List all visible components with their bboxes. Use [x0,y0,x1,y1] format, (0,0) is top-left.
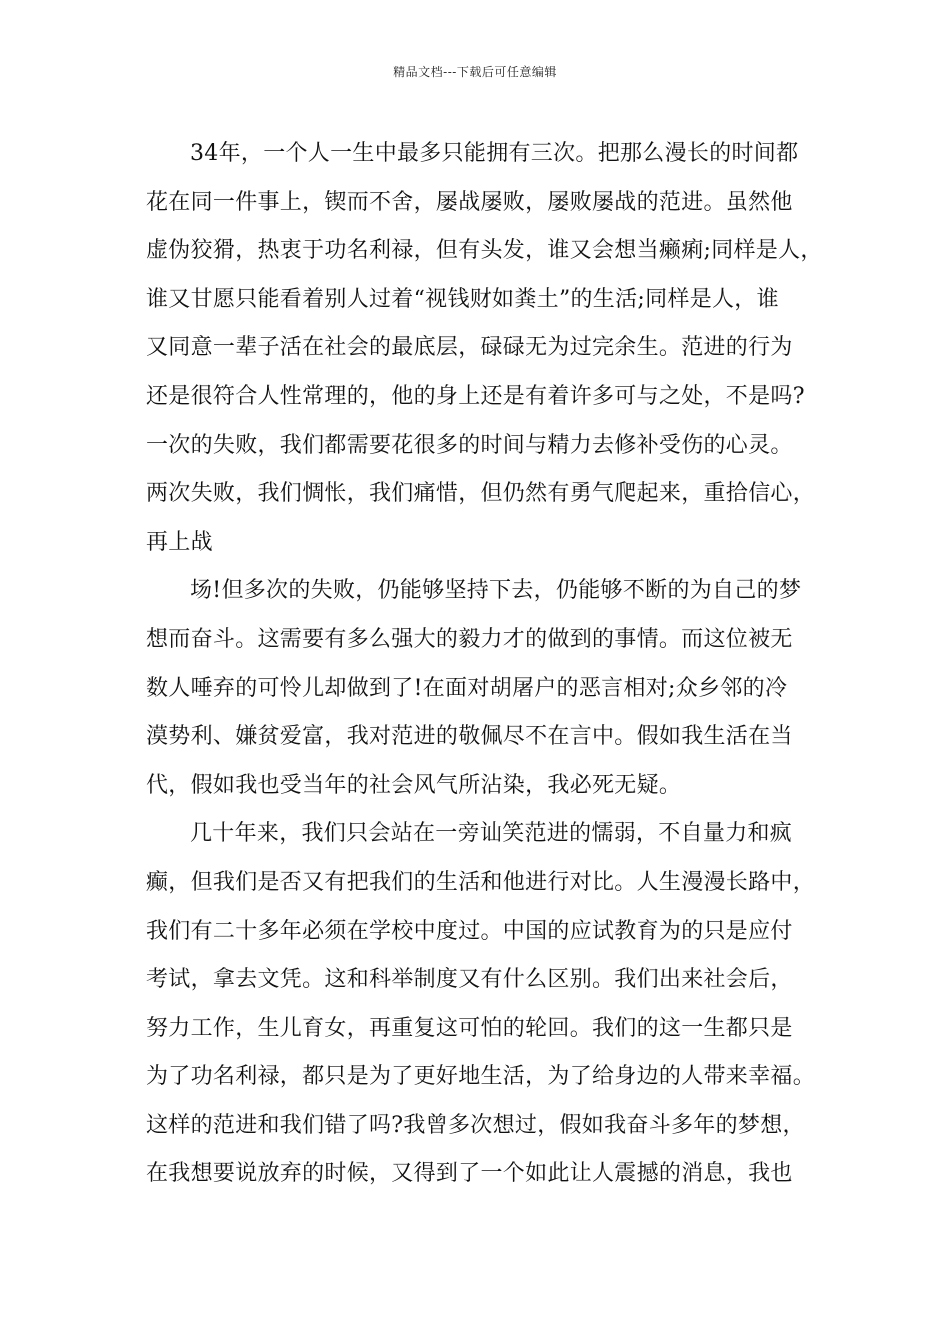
paragraph-1-line-7: 一次的失败，我们都需要花很多的时间与精力去修补受伤的心灵。 [146,432,793,458]
page-header: 精品文档---下载后可任意编辑 [393,65,557,79]
paragraph-3-line-5: 努力工作，生儿育女，再重复这可怕的轮回。我们的这一生都只是 [146,1015,793,1041]
paragraph-1-line-5: 又同意一辈子活在社会的最底层，碌碌无为过完余生。范进的行为 [146,335,793,361]
paragraph-2-line-1: 场!但多次的失败，仍能够坚持下去，仍能够不断的为自己的梦 [190,578,802,604]
paragraph-3-line-6: 为了功名利禄，都只是为了更好地生活，为了给身边的人带来幸福。 [146,1064,816,1090]
paragraph-1-line-8: 两次失败，我们惆怅，我们痛惜，但仍然有勇气爬起来，重拾信心， [146,481,816,507]
paragraph-1-line-9: 再上战 [146,529,213,555]
paragraph-2-line-5: 代，假如我也受当年的社会风气所沾染，我必死无疑。 [146,772,682,798]
paragraph-1-line-4: 谁又甘愿只能看着别人过着“视钱财如粪土”的生活;同样是人，谁 [146,286,779,312]
paragraph-1-line-3: 虚伪狡猾，热衷于功名利禄，但有头发，谁又会想当癞痢;同样是人， [146,238,823,264]
paragraph-3-line-4: 考试，拿去文凭。这和科举制度又有什么区别。我们出来社会后， [146,967,793,993]
paragraph-2-line-2: 想而奋斗。这需要有多么强大的毅力才的做到的事情。而这位被无 [146,626,793,652]
paragraph-2-line-3: 数人唾弃的可怜儿却做到了!在面对胡屠户的恶言相对;众乡邻的冷 [146,675,788,701]
paragraph-3-line-2: 癫，但我们是否又有把我们的生活和他进行对比。人生漫漫长路中， [146,869,816,895]
paragraph-1-line-6: 还是很符合人性常理的，他的身上还是有着许多可与之处，不是吗? [146,383,805,409]
paragraph-1-line-1: 34年，一个人一生中最多只能拥有三次。把那么漫长的时间都 [190,141,799,166]
paragraph-2-line-4: 漠势利、嫌贫爱富，我对范进的敬佩尽不在言中。假如我生活在当 [146,724,793,750]
paragraph-3-line-7: 这样的范进和我们错了吗?我曾多次想过，假如我奋斗多年的梦想， [146,1112,805,1138]
paragraph-3-line-8: 在我想要说放弃的时候，又得到了一个如此让人震撼的消息，我也 [146,1161,793,1187]
paragraph-3-line-1: 几十年来，我们只会站在一旁讪笑范进的懦弱，不自量力和疯 [190,821,793,847]
paragraph-1-line-2: 花在同一件事上，锲而不舍，屡战屡败，屡败屡战的范进。虽然他 [146,189,793,215]
document-body [146,130,826,1199]
paragraph-3-line-3: 我们有二十多年必须在学校中度过。中国的应试教育为的只是应付 [146,918,793,944]
